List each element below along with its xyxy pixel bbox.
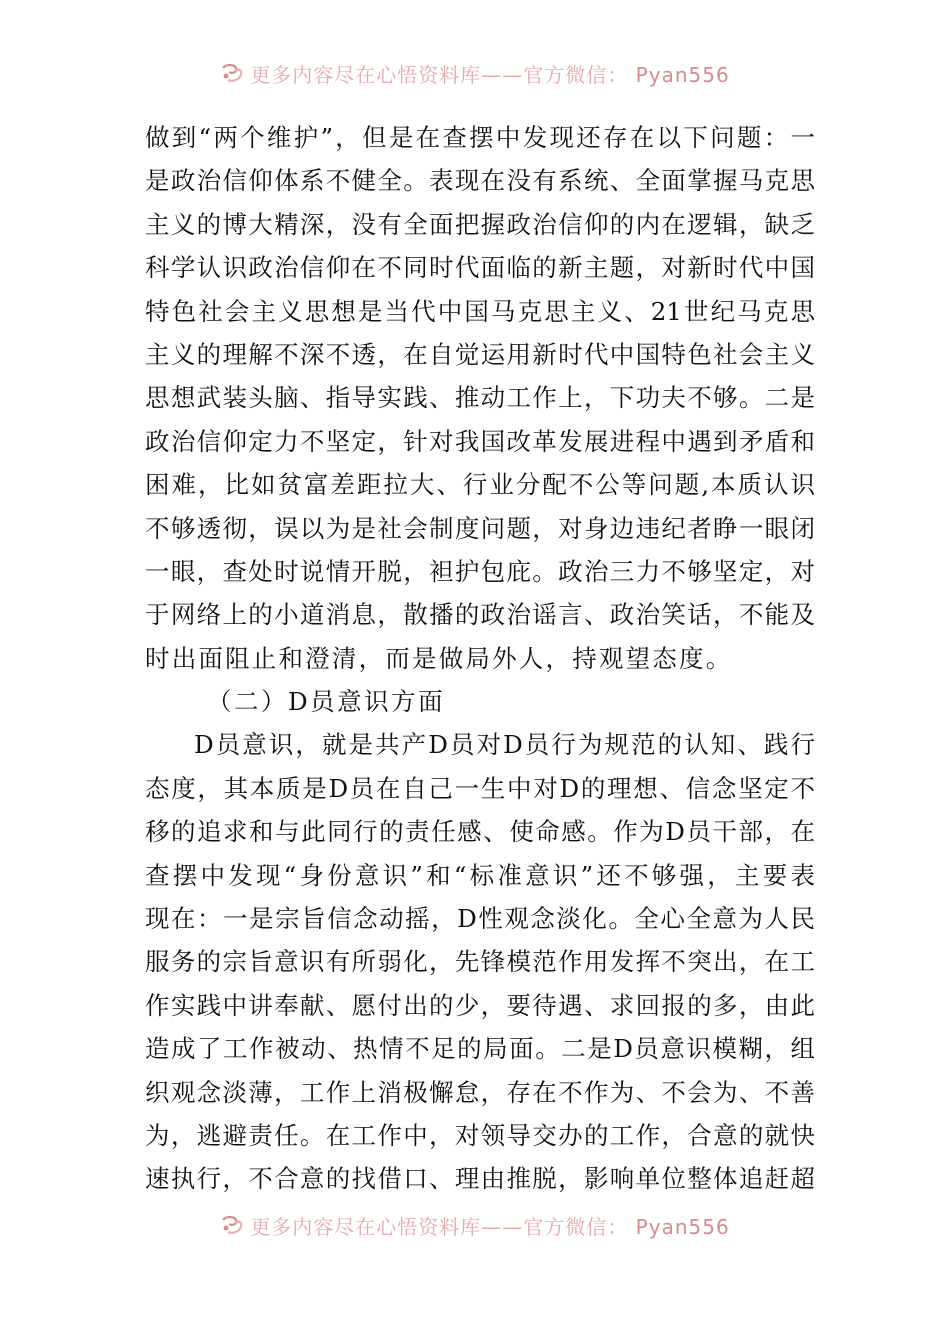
text-line: 一眼，查处时说情开脱，袒护包庇。政治三力不够坚定，对	[145, 556, 815, 586]
text-line: 特色社会主义思想是当代中国马克思主义、21世纪马克思	[145, 296, 815, 326]
text-line: 织观念淡薄，工作上消极懈怠，存在不作为、不会为、不善	[145, 1077, 815, 1107]
text-line: 于网络上的小道消息，散播的政治谣言、政治笑话，不能及	[145, 600, 815, 630]
text-line: 造成了工作被动、热情不足的局面。二是D员意识模糊，组	[145, 1034, 815, 1064]
text-line: 不够透彻，误以为是社会制度问题，对身边违纪者睁一眼闭	[145, 513, 815, 543]
text-line: D员意识，就是共产D员对D员行为规范的认知、践行	[194, 730, 815, 760]
watermark-label: 更多内容尽在心悟资料库——官方微信：	[250, 1214, 629, 1239]
text-line: 是政治信仰体系不健全。表现在没有系统、全面掌握马克思	[145, 166, 815, 196]
watermark-handle: Pyan556	[635, 1214, 730, 1239]
text-line: 速执行，不合意的找借口、理由推脱，影响单位整体追赶超	[145, 1164, 815, 1194]
header-watermark	[0, 56, 950, 90]
brand-swirl-icon	[220, 1214, 244, 1236]
text-line: 时出面阻止和澄清，而是做局外人，持观望态度。	[145, 643, 733, 673]
watermark-label: 更多内容尽在心悟资料库——官方微信：	[250, 62, 629, 87]
watermark-text	[250, 59, 729, 88]
text-line: 科学认识政治信仰在不同时代面临的新主题，对新时代中国	[145, 253, 815, 283]
text-line: 政治信仰定力不坚定，针对我国改革发展进程中遇到矛盾和	[145, 426, 815, 456]
watermark-handle: Pyan556	[635, 62, 730, 87]
text-line: 做到“两个维护”，但是在查摆中发现还存在以下问题：一	[145, 123, 815, 152]
brand-swirl-icon	[220, 62, 244, 84]
text-line: 服务的宗旨意识有所弱化，先锋模范作用发挥不突出，在工	[145, 947, 815, 977]
document-body	[145, 116, 815, 1201]
text-line: 思想武装头脑、指导实践、推动工作上，下功夫不够。二是	[145, 383, 815, 413]
text-line: 为，逃避责任。在工作中，对领导交办的工作，合意的就快	[145, 1120, 815, 1150]
text-line: 查摆中发现“身份意识”和“标准意识”还不够强，主要表	[145, 860, 815, 890]
text-line: 移的追求和与此同行的责任感、使命感。作为D员干部，在	[145, 817, 815, 847]
watermark-text	[250, 1211, 729, 1240]
footer-watermark	[0, 1208, 950, 1242]
text-line: 作实践中讲奉献、愿付出的少，要待遇、求回报的多，由此	[145, 990, 815, 1020]
section-heading: （二）D员意识方面	[207, 687, 446, 717]
text-line: 现在：一是宗旨信念动摇，D性观念淡化。全心全意为人民	[145, 904, 815, 934]
text-line: 主义的博大精深，没有全面把握政治信仰的内在逻辑，缺乏	[145, 209, 815, 239]
text-line: 主义的理解不深不透，在自觉运用新时代中国特色社会主义	[145, 339, 815, 369]
text-line: 困难，比如贫富差距拉大、行业分配不公等问题,本质认识	[145, 470, 815, 500]
text-line: 态度，其本质是D员在自己一生中对D的理想、信念坚定不	[145, 773, 815, 803]
